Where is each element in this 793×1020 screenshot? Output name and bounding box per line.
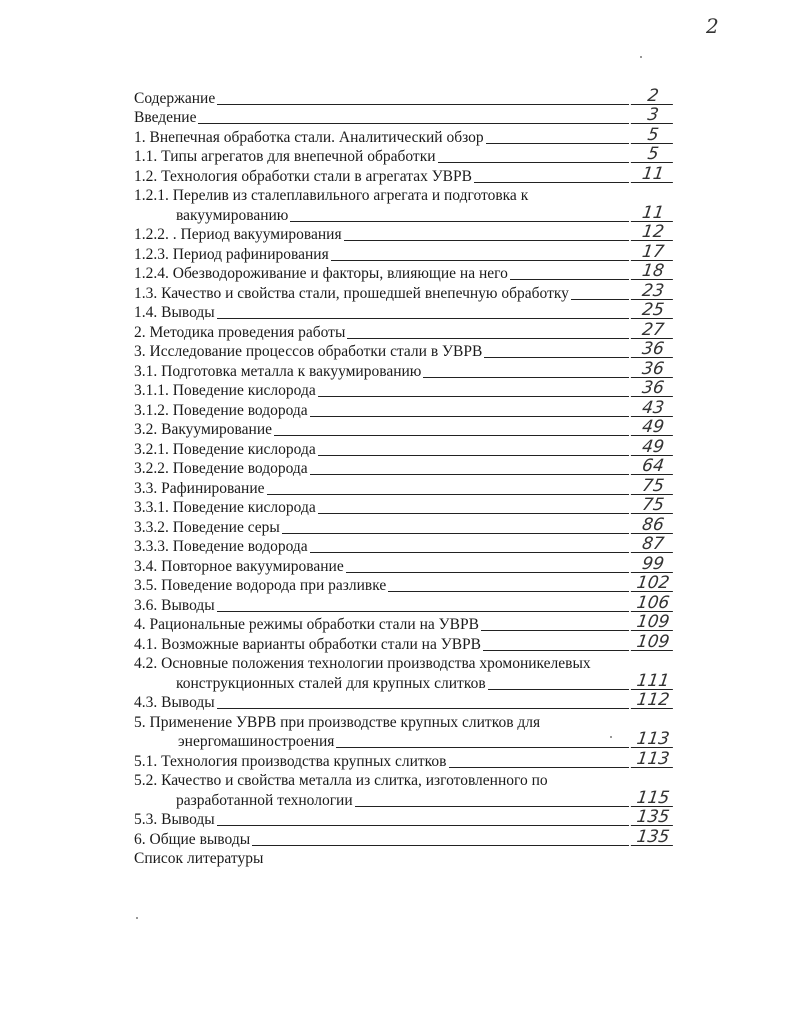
toc-entry-title: 3. Исследование процессов обработки стали в УВРВ (134, 343, 483, 360)
toc-entry (134, 436, 674, 459)
toc-entry-title: 1. Внепечная обработка стали. Аналитический обзор (134, 128, 484, 146)
toc-leader-line (336, 747, 629, 748)
toc-entry (134, 475, 674, 498)
toc-entry (134, 261, 674, 284)
toc-entry-page: 36 (631, 341, 675, 358)
toc-entry (134, 378, 674, 401)
toc-entry-page: 102 (631, 575, 675, 592)
toc-entry-title: конструкционных сталей для крупных слитков (176, 674, 486, 692)
toc-entry (134, 612, 674, 635)
toc-leader-line (217, 611, 629, 612)
toc-leader-line (318, 396, 629, 397)
toc-entry-title: 1.2.3. Период рафинирования (134, 245, 329, 263)
toc-entry (134, 144, 674, 167)
toc-entry-page: 135 (631, 829, 675, 846)
toc-entry (134, 631, 674, 654)
toc-entry (134, 712, 674, 732)
toc-entry (134, 592, 674, 615)
toc-entry-page: 49 (631, 419, 675, 436)
toc-entry-page: 99 (631, 556, 675, 573)
toc-entry (134, 495, 674, 518)
toc-entry (134, 690, 674, 713)
toc-entry-title: 6. Общие выводы (134, 830, 251, 848)
toc-leader-line (355, 806, 629, 807)
scan-speck (610, 736, 612, 738)
toc-entry (134, 222, 674, 245)
toc-entry (134, 534, 674, 557)
toc-entry-page: 23 (631, 283, 675, 300)
toc-entry-title: 4.2. Основные положения технологии производства хромоникелевых (134, 655, 591, 672)
toc-entry-page: 3 (631, 107, 675, 124)
toc-entry-title: 4.3. Выводы (134, 694, 215, 711)
toc-leader-line (217, 708, 629, 709)
toc-entry (134, 300, 674, 323)
toc-leader-line (484, 357, 629, 358)
toc-entry-page: 17 (631, 244, 675, 261)
toc-entry-title: Введение (134, 109, 197, 126)
toc-entry-title: 3.2.1. Поведение кислорода (134, 440, 316, 458)
toc-leader-line (346, 572, 629, 573)
toc-entry-title: 4. Рациональные режимы обработки стали на УВРВ (134, 616, 479, 633)
toc-entry-page: 135 (631, 809, 675, 826)
toc-entry-title: вакуумированию (176, 206, 289, 224)
toc-entry (134, 456, 674, 479)
toc-leader-line (449, 767, 630, 768)
toc-entry-page: 36 (631, 361, 675, 378)
toc-entry-title: Список литературы (134, 850, 264, 867)
toc-entry (134, 729, 674, 752)
toc-leader-line (510, 279, 629, 280)
toc-leader-line (481, 630, 629, 631)
toc-entry-title: 4.1. Возможные варианты обработки стали на УВРВ (134, 635, 481, 653)
toc-entry-page: 12 (631, 224, 675, 241)
toc-entry (134, 319, 674, 342)
toc-entry (134, 105, 674, 128)
toc-entry (134, 849, 674, 869)
toc-entry-page: 18 (631, 263, 675, 280)
toc-leader-line (331, 260, 629, 261)
toc-entry-page: 109 (631, 614, 675, 631)
toc-entry-page: 5 (631, 146, 675, 163)
toc-leader-line (217, 318, 629, 319)
toc-entry-page: 11 (631, 166, 675, 183)
toc-entry (134, 654, 674, 674)
toc-entry (134, 339, 674, 362)
toc-entry-title: 1.1. Типы агрегатов для внепечной обработки (134, 148, 436, 165)
toc-entry-page: 87 (631, 536, 675, 553)
toc-entry (134, 807, 674, 830)
toc-entry-title: 3.3.3. Поведение водорода (134, 538, 308, 555)
toc-entry-title: 1.2.2. . Период вакуумирования (134, 226, 342, 243)
toc-leader-line (571, 299, 629, 300)
toc-entry-page: 113 (631, 731, 675, 748)
toc-leader-line (217, 104, 629, 105)
toc-entry-title: энергомашиностроения (178, 733, 335, 750)
toc-entry-page: 86 (631, 517, 675, 534)
toc-entry-page: 49 (631, 439, 675, 456)
toc-entry-title: 5.2. Качество и свойства металла из слитка, изготовленного по (134, 772, 548, 789)
toc-entry-title: 1.2.4. Обезводороживание и факторы, влияющие на него (134, 265, 508, 282)
toc-leader-line (252, 845, 629, 846)
toc-leader-line (347, 338, 629, 339)
toc-leader-line (486, 143, 629, 144)
toc-entry-page: 25 (631, 302, 675, 319)
toc-entry (134, 163, 674, 186)
page-number: 2 (706, 14, 719, 38)
toc-leader-line (388, 591, 629, 592)
toc-entry (134, 573, 674, 596)
toc-entry-title: 3.3.2. Поведение серы (134, 518, 280, 536)
toc-leader-line (344, 240, 629, 241)
table-of-contents (134, 85, 674, 868)
toc-entry (134, 124, 674, 147)
toc-entry (134, 397, 674, 420)
toc-entry-page: 113 (631, 751, 675, 768)
toc-entry (134, 241, 674, 264)
toc-entry-page: 75 (631, 478, 675, 495)
toc-entry-page: 109 (631, 634, 675, 651)
toc-leader-line (483, 650, 629, 651)
toc-entry (134, 202, 674, 225)
toc-leader-line (438, 162, 629, 163)
scan-speck (640, 56, 642, 58)
toc-entry (134, 85, 674, 108)
toc-entry-page: 11 (631, 205, 675, 222)
toc-entry-title: 3.1.1. Поведение кислорода (134, 382, 316, 399)
toc-entry-page: 115 (631, 790, 675, 807)
toc-entry (134, 826, 674, 849)
toc-entry-title: 3.4. Повторное вакуумирование (134, 557, 344, 575)
toc-entry-page: 75 (631, 497, 675, 514)
toc-leader-line (488, 689, 629, 690)
toc-entry-title: 3.2. Вакуумирование (134, 421, 273, 438)
toc-leader-line (267, 494, 629, 495)
toc-entry (134, 748, 674, 771)
toc-entry-title: 1.2. Технология обработки стали в агрегатах УВРВ (134, 167, 472, 185)
toc-leader-line (282, 533, 629, 534)
toc-entry (134, 358, 674, 381)
toc-entry (134, 280, 674, 303)
toc-entry (134, 186, 674, 206)
toc-entry-title: разработанной технологии (176, 791, 353, 809)
toc-entry (134, 670, 674, 693)
toc-entry (134, 553, 674, 576)
toc-leader-line (310, 474, 629, 475)
toc-entry-page: 111 (631, 673, 675, 690)
toc-entry-page: 27 (631, 322, 675, 339)
toc-entry-title: 3.2.2. Поведение водорода (134, 460, 308, 477)
toc-entry-title: 3.3.1. Поведение кислорода (134, 499, 316, 516)
toc-entry-title: 5.3. Выводы (134, 811, 215, 828)
toc-entry-title: 1.4. Выводы (134, 304, 215, 321)
toc-entry-title: 3.3. Рафинирование (134, 479, 265, 497)
toc-leader-line (423, 377, 629, 378)
toc-entry (134, 771, 674, 791)
toc-entry-title: 3.1.2. Поведение водорода (134, 401, 308, 419)
toc-leader-line (217, 825, 629, 826)
toc-leader-line (310, 552, 629, 553)
toc-leader-line (198, 123, 629, 124)
toc-entry-page: 2 (631, 88, 675, 105)
toc-entry-title: 3.6. Выводы (134, 596, 215, 614)
toc-leader-line (474, 182, 629, 183)
toc-entry-title: Содержание (134, 89, 216, 107)
toc-entry-page: 64 (631, 458, 675, 475)
toc-entry-page: 112 (631, 692, 675, 709)
toc-entry-title: 2. Методика проведения работы (134, 323, 346, 341)
toc-entry (134, 417, 674, 440)
toc-entry-title: 5.1. Технология производства крупных слитков (134, 752, 447, 770)
toc-entry (134, 514, 674, 537)
toc-leader-line (318, 455, 629, 456)
toc-entry-title: 1.2.1. Перелив из сталеплавильного агрегата и подготовка к (134, 187, 529, 204)
scan-speck (136, 917, 138, 919)
toc-entry-title: 1.3. Качество и свойства стали, прошедшей внепечную обработку (134, 284, 569, 302)
toc-leader-line (274, 435, 629, 436)
toc-entry-title: 3.5. Поведение водорода при разливке (134, 577, 387, 594)
toc-entry-page: 106 (631, 595, 675, 612)
toc-entry-title: 3.1. Подготовка металла к вакуумированию (134, 362, 422, 380)
toc-leader-line (318, 513, 629, 514)
toc-leader-line (290, 221, 629, 222)
toc-entry-title: 5. Применение УВРВ при производстве крупных слитков для (134, 713, 541, 731)
toc-entry (134, 787, 674, 810)
toc-leader-line (310, 416, 629, 417)
toc-entry-page: 43 (631, 400, 675, 417)
toc-entry-page: 36 (631, 380, 675, 397)
toc-entry-page: 5 (631, 127, 675, 144)
